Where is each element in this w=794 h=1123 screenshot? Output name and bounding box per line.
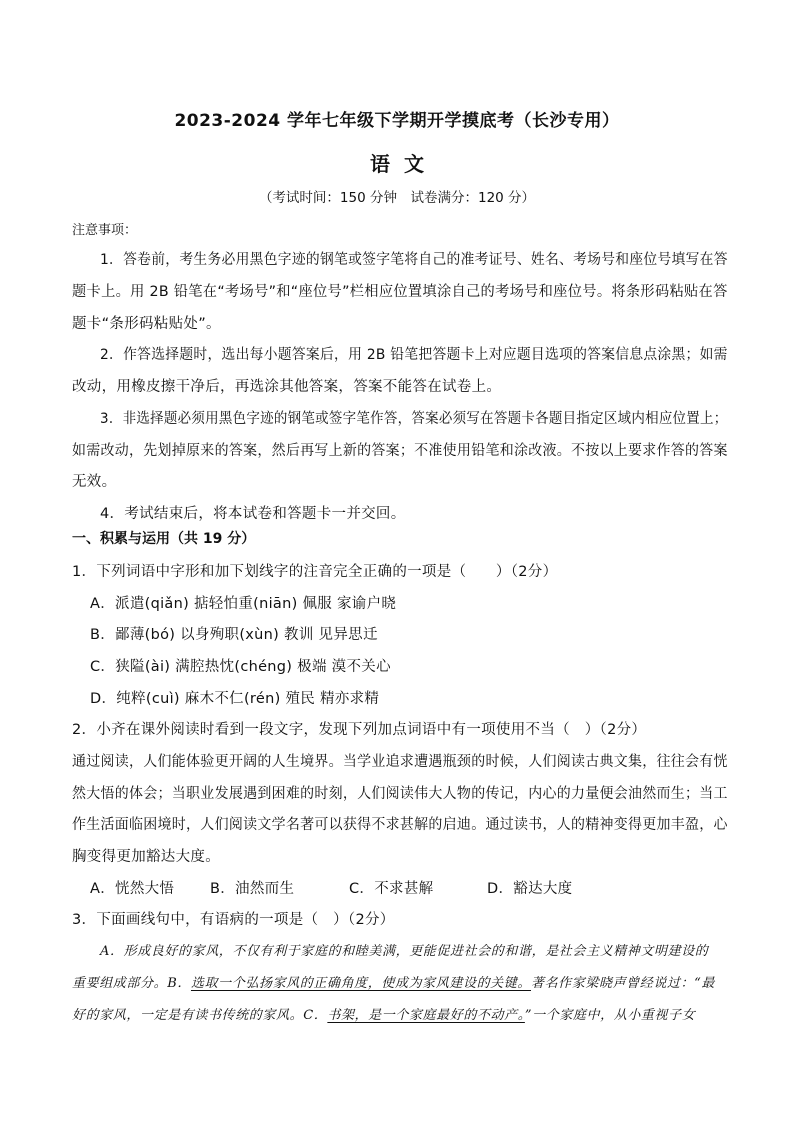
underlined-sentence-b: 选取一个弘扬家风的正确角度，使成为家风建设的关键。	[190, 976, 531, 991]
notice-line: 1．答卷前，考生务必用黑色字迹的钢笔或签字笔将自己的准考证号、姓名、考场号和座位号填写在答	[100, 252, 728, 268]
question-3-text-segment: 好的家风，一定是有读书传统的家风。C．	[72, 1008, 328, 1023]
subject-title: 语文	[370, 152, 438, 176]
question-2-option-c: C．不求甚解	[349, 881, 434, 897]
question-3-text-line	[72, 1006, 695, 1026]
question-3-text-line: A．形成良好的家风，不仅有利于家庭的和睦美满，更能促进社会的和谐，是社会主义精神文明建设的	[100, 944, 709, 959]
page-title: 2023-2024 学年七年级下学期开学摸底考（长沙专用）	[174, 111, 620, 131]
question-1-stem: 1．下列词语中字形和加下划线字的注音完全正确的一项是（ ）（2分）	[72, 564, 558, 580]
question-3-text-segment: 重要组成部分。B．	[72, 976, 191, 991]
notice-line: 2．作答选择题时，选出每小题答案后，用 2B 铅笔把答题卡上对应题目选项的答案信息点涂黑；如需	[100, 347, 728, 363]
question-1-option-b: B．鄙薄(bó) 以身殉职(xùn) 教训 见异思迁	[90, 627, 378, 643]
exam-time-info: （考试时间：150 分钟 试卷满分：120 分）	[258, 190, 536, 206]
notice-line: 改动，用橡皮擦干净后，再选涂其他答案，答案不能答在试卷上。	[72, 379, 502, 395]
section-heading: 一、积累与运用（共 19 分）	[72, 531, 256, 547]
question-1-option-d: D．纯粹(cuì) 麻木不仁(rén) 殖民 精亦求精	[90, 691, 380, 707]
question-3-text-line	[72, 974, 715, 994]
question-2-passage-line: 胸变得更加豁达大度。	[72, 849, 220, 865]
notice-line: 如需改动，先划掉原来的答案，然后再写上新的答案；不准使用铅笔和涂改液。不按以上要求作答的答案	[72, 443, 728, 459]
notice-line: 3．非选择题必须用黑色字迹的钢笔或签字笔作答，答案必须写在答题卡各题目指定区域内相应位置上；	[100, 411, 728, 427]
underlined-sentence-c: 书架，是一个家庭最好的不动产。	[327, 1008, 525, 1023]
question-2-stem: 2．小齐在课外阅读时看到一段文字，发现下列加点词语中有一项使用不当（ ）（2分）	[72, 722, 647, 738]
question-1-option-c: C．狭隘(ài) 满腔热忱(chéng) 极端 漠不关心	[90, 659, 391, 675]
question-2-option-b: B．油然而生	[210, 881, 295, 897]
notice-line: 4．考试结束后，将本试卷和答题卡一并交回。	[100, 506, 406, 522]
question-3-text-segment: ”一个家庭中，从小重视子女	[524, 1008, 696, 1023]
question-2-option-a: A．恍然大悟	[90, 881, 175, 897]
question-2-passage-line: 然大悟的体会；当职业发展遇到困难的时刻，人们阅读伟大人物的传记，内心的力量便会油然而生；当工	[72, 786, 728, 802]
notice-line: 题卡“条形码粘贴处”。	[72, 316, 221, 332]
notice-line: 无效。	[72, 474, 117, 490]
question-2-passage-line: 通过阅读，人们能体验更开阔的人生境界。当学业追求遭遇瓶颈的时候，人们阅读古典文集，往往会有恍	[72, 754, 728, 770]
question-3-text-segment: 著名作家梁晓声曾经说过：“最	[530, 976, 716, 991]
question-1-option-a: A．派遣(qiǎn) 掂轻怕重(niān) 佩服 家谕户晓	[90, 596, 397, 612]
question-2-option-d: D．豁达大度	[487, 881, 573, 897]
notice-heading: 注意事项：	[72, 223, 138, 238]
notice-line: 题卡上。用 2B 铅笔在“考场号”和“座位号”栏相应位置填涂自己的考场号和座位号。将条形码粘贴在答	[72, 284, 728, 300]
question-2-passage-line: 作生活面临困境时，人们阅读文学名著可以获得不求甚解的启迪。通过读书，人的精神变得更加丰盈，心	[72, 817, 728, 833]
question-3-stem: 3．下面画线句中，有语病的一项是（ ）（2分）	[72, 912, 395, 928]
